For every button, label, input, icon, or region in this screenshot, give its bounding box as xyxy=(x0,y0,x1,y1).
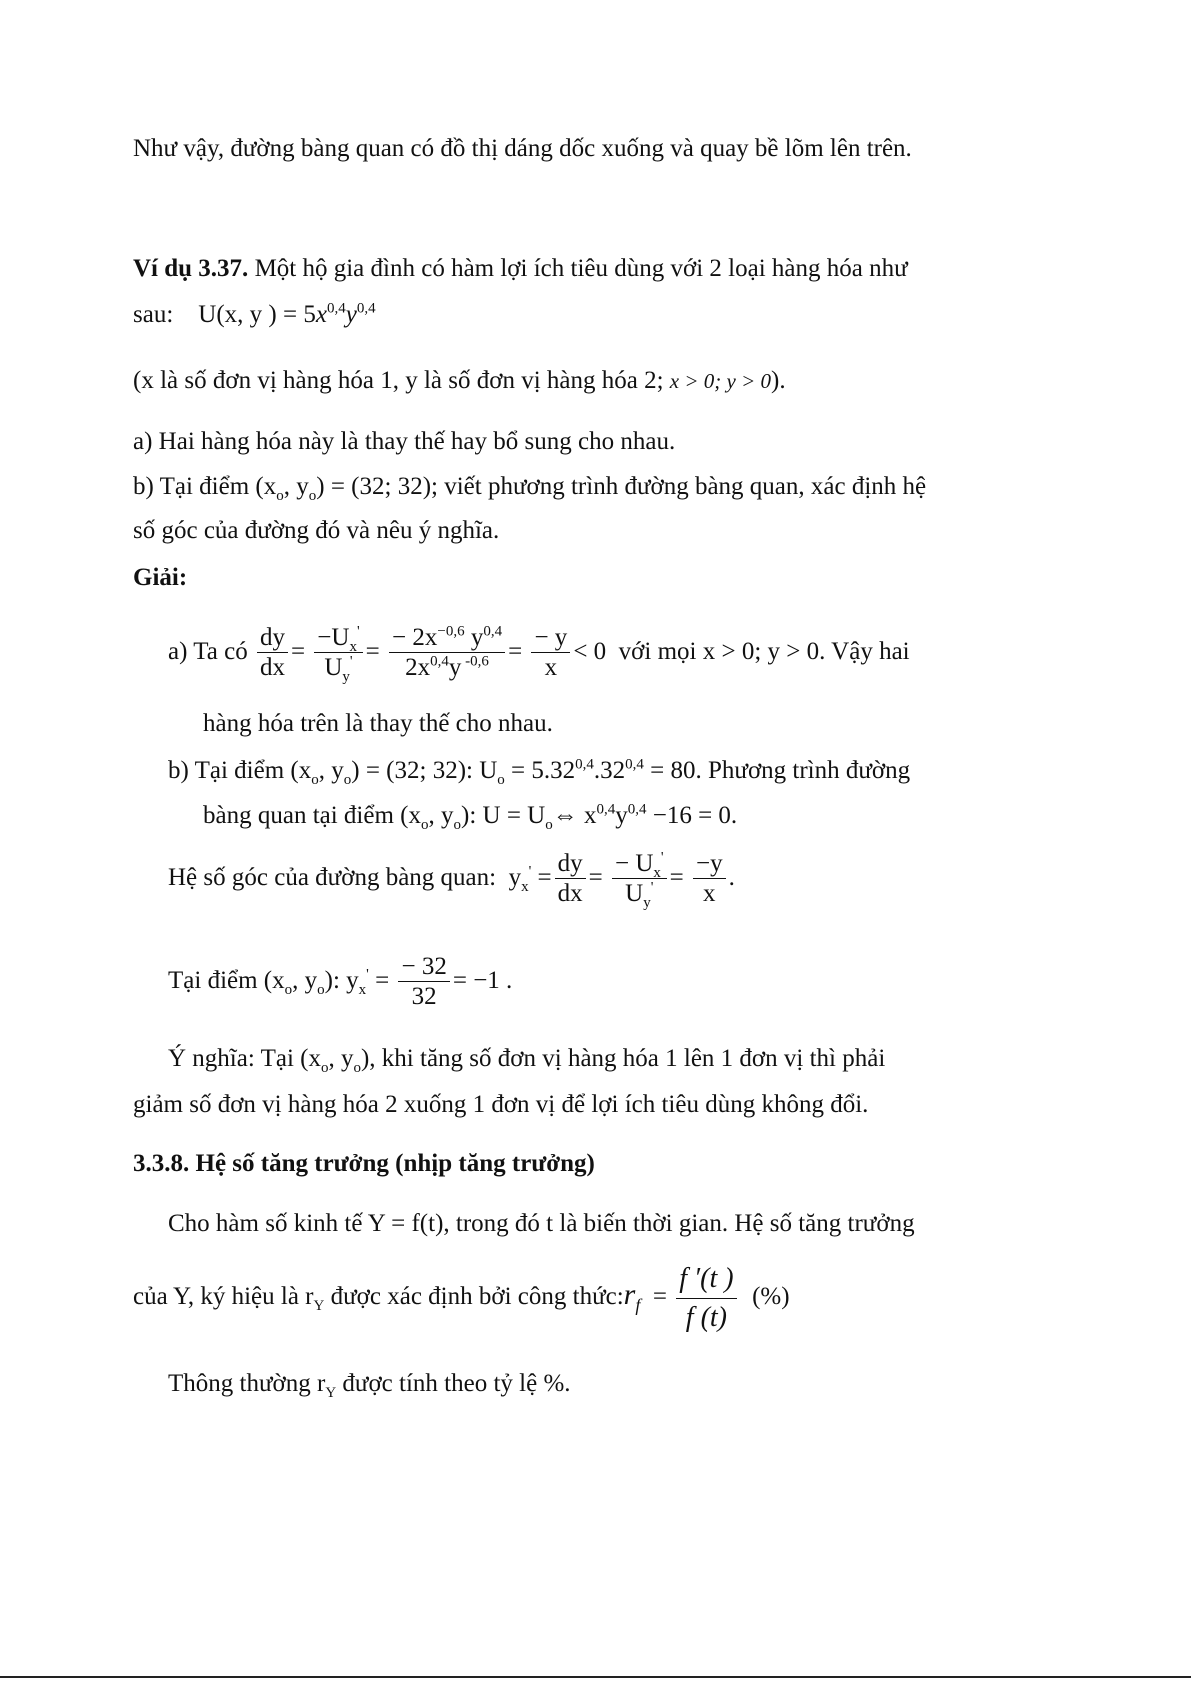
growth-rate-formula: của Y, ký hiệu là $r_Y$ được xác định bởi công $thức:r_f$ = $\frac{f '(t )}{f (t)}$ (%) xyxy=(133,1250,790,1342)
section-heading: 3.3.8. Hệ số tăng trưởng (nhịp tăng trưởng) xyxy=(133,1150,595,1177)
question-a: a) Hai hàng hóa này là thay thế hay bổ sung cho nhau. xyxy=(133,428,676,455)
section-paragraph-1: Cho hàm số kinh tế Y = f(t), trong đó t là biến thời gian. Hệ số tăng trưởng xyxy=(168,1210,915,1237)
indifference-curve-equation: bàng quan tại điểm ($x_o$, $y_o$): $U = U_o\Leftrightarrow$ $x^{0,4}y^{0,4} -16 = 0$. xyxy=(203,801,738,833)
slope-at-point: Tại điểm ($x_o$, $y_o$): $y_x'$ = $\frac{- 32}{32}$ = −1 . xyxy=(168,952,513,1010)
meaning-line-2: giảm số đơn vị hàng hóa 2 xuống 1 đơn vị để lợi ích tiêu dùng không đổi. xyxy=(133,1091,869,1118)
meaning-line-1: Ý nghĩa: Tại ($x_o$, $y_o$), khi tăng số đơn vị hàng hóa 1 lên 1 đơn vị thì phải xyxy=(168,1045,886,1076)
question-b: b) Tại điểm ($x_o$, $y_o) = (32$; 32); viết phương trình đường bàng quan, xác định hệ xyxy=(133,473,927,504)
example-label: Ví dụ 3.37. xyxy=(133,255,249,282)
solution-b-utility: b) Tại điểm ($x_o$, $y_o) = (32$; 32): $U_o = 5.32^{0,4}.32^{0,4} = 80$. Phương trình đường xyxy=(168,756,911,788)
footer-divider xyxy=(0,1676,1191,1678)
section-paragraph-3: Thông thường $r_Y$ được tính theo tỷ lệ %. xyxy=(168,1370,571,1401)
variable-conditions: (x là số đơn vị hàng hóa 1, y là số đơn vị hàng hóa 2; x > 0; y > 0). xyxy=(133,367,786,394)
solution-a-derivative: a) Ta có $\frac{dy}{dx}$ = $\frac{-U_x'}{U_y'}$ = $\frac{- 2x^{-0,6} y^{0,4}}{2x^{0,4}y ^{-0,6}}$ = $\frac{- y}{x}$ < 0 với mọi x > 0; y > 0. Vậy hai xyxy=(168,623,910,685)
slope-formula: Hệ số góc của đường bàng quan: $y_x'$ = $\frac{dy}{dx}$ = $\frac{- U_x'}{U_y'}$ = $\frac{-y}{x}$ . xyxy=(168,849,735,911)
solution-a-conclusion: hàng hóa trên là thay thế cho nhau. xyxy=(203,710,553,737)
example-intro: Ví dụ 3.37. Một hộ gia đình có hàm lợi ích tiêu dùng với 2 loại hàng hóa như xyxy=(133,255,908,282)
question-b-cont: số góc của đường đó và nêu ý nghĩa. xyxy=(133,517,500,544)
solution-label: Giải: xyxy=(133,564,188,591)
utility-function: sau: U(x, y ) = $5x^{0,4}y^{0,4}$ xyxy=(133,300,376,328)
paragraph-conclusion: Như vậy, đường bàng quan có đồ thị dáng dốc xuống và quay bề lõm lên trên. xyxy=(133,135,912,162)
